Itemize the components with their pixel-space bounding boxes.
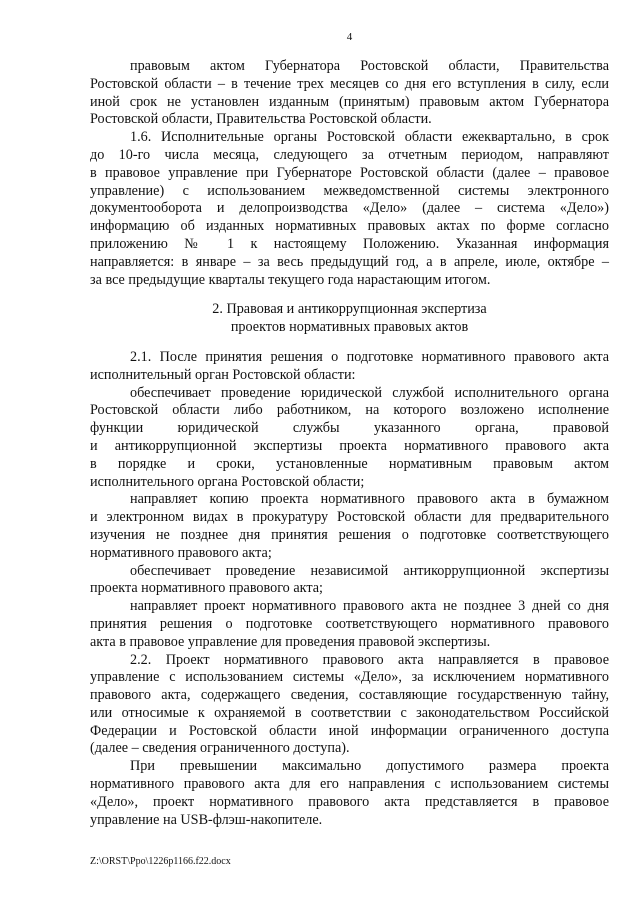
text-line: или относимые к охраняемой в соответствии с законодательством Российской [90, 704, 609, 721]
clause-2-1-item-legal-expertise [90, 385, 609, 492]
text-line: за все предыдущие кварталы текущего года нарастающим итогом. [90, 271, 491, 288]
text-line: Ростовской области либо работником, на которого возложено исполнение [90, 402, 609, 419]
text-line: нормативного правового акта для его направления с использованием системы [90, 776, 609, 793]
text-line: направляет копию проекта нормативного правового акта в бумажном [130, 491, 609, 508]
clause-2-1-item-prosecutor-copy [90, 491, 609, 562]
text-line: правовым актом Губернатора Ростовской области, Правительства [130, 58, 609, 74]
text-line: нормативного правового акта; [90, 544, 272, 561]
text-line: управление с использованием системы «Дело», за исключением нормативного [90, 669, 609, 686]
text-line: «Дело», проект нормативного правового акта представляется в правовое [90, 793, 609, 810]
text-line: Ростовской области – в течение трех месяцев со дня его вступления в силу, если [90, 75, 609, 92]
text-line: и электронном видах в прокуратуру Ростовской области для предварительного [90, 509, 609, 526]
text-line: в порядке и сроки, установленные нормативным правовым актом [90, 455, 609, 472]
footer-file-path: Z:\ORST\Ppo\1226p1166.f22.docx [90, 856, 231, 867]
text-line: информацию об изданных нормативных правовых актах по форме согласно [90, 218, 609, 235]
paragraph-usb-submission [90, 758, 609, 829]
text-line: акта в правовое управление для проведения правовой экспертизы. [90, 633, 491, 650]
text-line: 1.6. Исполнительные органы Ростовской области ежеквартально, в срок [130, 129, 609, 146]
text-line: направляется: в январе – за весь предыдущий год, а в апреле, июле, октябре – [90, 253, 609, 270]
text-line: до 10-го числа месяца, следующего за отчетным периодом, направляют [90, 146, 609, 163]
text-line: управление) с использованием межведомственной системы электронного [90, 182, 609, 199]
text-line: иной срок не установлен изданным (принятым) правовым актом Губернатора [90, 93, 609, 110]
section-2-heading [90, 301, 609, 337]
text-line: При превышении максимально допустимого размера проекта [130, 758, 609, 775]
text-line: 2.1. После принятия решения о подготовке нормативного правового акта [130, 348, 609, 365]
text-line: обеспечивает проведение юридической службой исполнительного органа [130, 384, 609, 401]
text-line: обеспечивает проведение независимой антикоррупционной экспертизы [130, 562, 609, 579]
text-line: направляет проект нормативного правового акта не позднее 3 дней со дня [130, 598, 609, 615]
text-line: документооборота и делопроизводства «Дело» (далее – система «Дело») [90, 200, 609, 217]
text-line: правового акта, содержащего сведения, составляющие государственную тайну, [90, 687, 609, 704]
text-line: и антикоррупционной экспертизы проекта нормативного правового акта [90, 437, 609, 454]
text-line: принятия решения о подготовке соответствующего нормативного правового [90, 615, 609, 632]
paragraph-continuation [90, 58, 609, 129]
text-line: приложению № 1 к настоящему Положению. Указанная информация [90, 235, 609, 252]
clause-2-1 [90, 349, 609, 385]
clause-2-1-item-independent-expertise [90, 563, 609, 599]
clause-2-1-item-send-to-legal-department [90, 598, 609, 651]
text-line: управление на USB-флэш-накопителе. [90, 811, 323, 828]
text-line: Ростовской области, Правительства Ростовской области. [90, 111, 432, 128]
text-line: проекта нормативного правового акта; [90, 580, 323, 597]
document-body [90, 58, 609, 829]
text-line: в правовое управление при Губернаторе Ростовской области (далее – правовое [90, 164, 609, 181]
text-line: Федерации и Ростовской области иной информации ограниченного доступа [90, 722, 609, 739]
clause-1-6 [90, 129, 609, 289]
clause-2-2 [90, 652, 609, 759]
text-line: функции юридической службы указанного органа, правовой [90, 420, 609, 437]
page-number: 4 [346, 31, 353, 43]
text-line: (далее – сведения ограниченного доступа). [90, 740, 350, 757]
text-line: исполнительный орган Ростовской области: [90, 366, 356, 383]
text-line: 2.2. Проект нормативного правового акта направляется в правовое [130, 651, 609, 668]
text-line: исполнительного органа Ростовской области; [90, 473, 365, 490]
text-line: изучения не позднее дня принятия решения о подготовке соответствующего [90, 526, 609, 543]
heading-line: 2. Правовая и антикоррупционная экспертиза [212, 301, 487, 318]
heading-line: проектов нормативных правовых актов [230, 319, 469, 336]
